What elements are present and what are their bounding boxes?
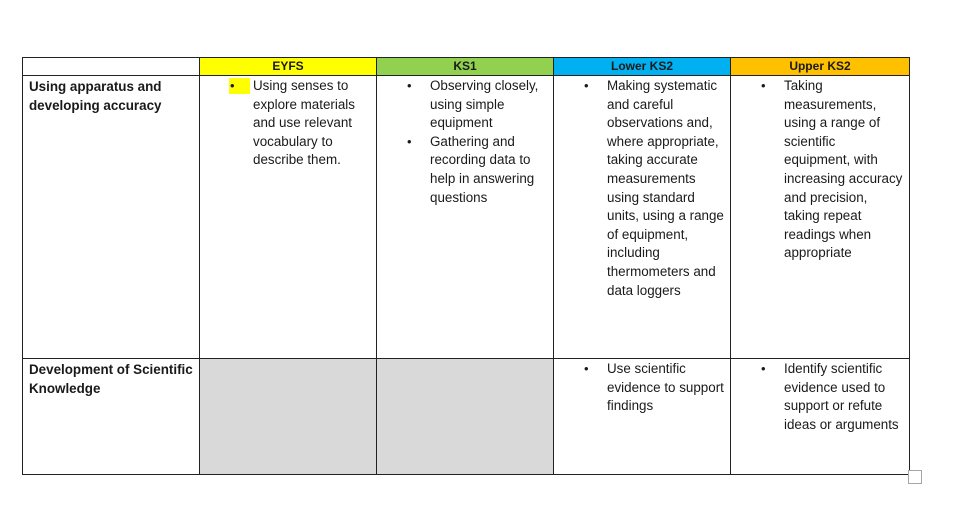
cell-apparatus-eyfs[interactable]	[200, 76, 377, 359]
cell-apparatus-upper-ks2[interactable]	[731, 76, 910, 359]
bullet: •	[407, 78, 412, 93]
bullet: •	[407, 133, 412, 149]
header-eyfs[interactable]: EYFS	[200, 58, 377, 76]
bullet-list	[554, 76, 730, 300]
bullet-text: Identify scientific evidence used to support or refute ideas or arguments	[784, 361, 899, 432]
list-item	[731, 360, 903, 434]
bullet: •	[761, 78, 766, 93]
list-item	[554, 360, 724, 416]
bullet: •	[761, 361, 766, 376]
bullet-list	[731, 359, 909, 434]
row-label-apparatus[interactable]: Using apparatus and developing accuracy	[23, 76, 200, 359]
bullet-list	[731, 76, 909, 263]
bullet-list	[554, 359, 730, 416]
bullet-list	[377, 76, 553, 207]
bullet: •	[584, 361, 589, 376]
row-label-scientific-knowledge[interactable]: Development of Scientific Knowledge	[23, 359, 200, 475]
list-item	[377, 77, 547, 133]
header-upper-ks2[interactable]: Upper KS2	[731, 58, 910, 76]
list-item	[377, 133, 547, 207]
cell-knowledge-upper-ks2[interactable]	[731, 359, 910, 475]
list-item	[200, 77, 370, 170]
cell-knowledge-lower-ks2[interactable]	[554, 359, 731, 475]
bullet-text: Making systematic and careful observations and, where appropriate, taking accurate measurements using standard units, using a range of equipment, including thermometers and data loggers	[607, 78, 724, 298]
cell-knowledge-eyfs-greyed[interactable]	[200, 359, 377, 475]
table-header-row	[23, 58, 910, 76]
header-lower-ks2[interactable]: Lower KS2	[554, 58, 731, 76]
bullet-text: Taking measurements, using a range of scientific equipment, with increasing accuracy and precision, taking repeat readings when appropriate	[784, 78, 903, 261]
cell-knowledge-ks1-greyed[interactable]	[377, 359, 554, 475]
bullet-list	[200, 76, 376, 170]
bullet-text: Use scientific evidence to support findings	[607, 361, 724, 414]
bullet-text: Observing closely, using simple equipment	[430, 78, 539, 131]
cell-apparatus-ks1[interactable]	[377, 76, 554, 359]
header-corner-cell[interactable]	[23, 58, 200, 76]
table-row	[23, 76, 910, 359]
highlighted-bullet: •	[229, 78, 250, 94]
list-item	[554, 77, 724, 300]
table-resize-handle-icon[interactable]	[908, 470, 922, 484]
bullet-text: Using senses to explore materials and use relevant vocabulary to describe them.	[253, 78, 355, 168]
bullet-text: Gathering and recording data to help in answering questions	[430, 133, 535, 205]
list-item	[731, 77, 903, 263]
cell-apparatus-lower-ks2[interactable]	[554, 76, 731, 359]
bullet: •	[584, 78, 589, 93]
table-row	[23, 359, 910, 475]
curriculum-table	[22, 57, 910, 475]
header-ks1[interactable]: KS1	[377, 58, 554, 76]
